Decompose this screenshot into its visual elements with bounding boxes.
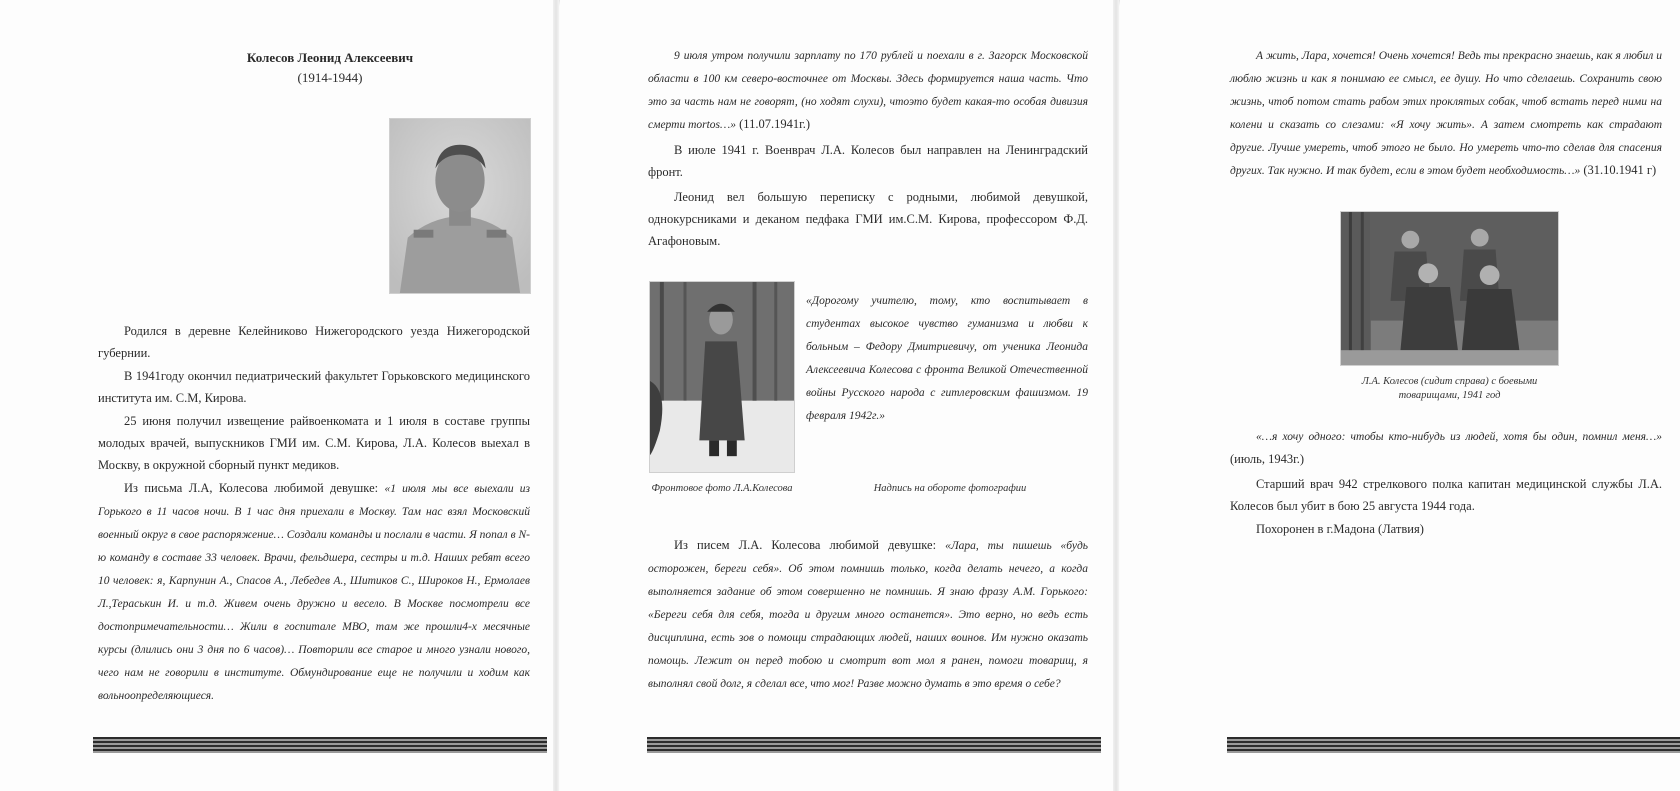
paragraph-letters-lara: [648, 534, 1088, 695]
letter-quote: «1 июля мы все выехали из Горького в 11 часов ночи. В 1 час дня приехали в Москву. Там нас взял Московский военный округ в свое распоряжение… Создали команды и послали в части. Я попал в N-ю команду в составе 33 человек. Врачи, фельдшера, сестры и т.д. Наших ребят всего 10 человек: я, Карпунин А., Спасов А., Лебедев А., Шитиков С., Широков Н., Ермолаев Л.,Тераськин И. и т.д. Живем очень дружно и весело. В Москве посмотрели все достопримечательности… Жили в госпитале МВО, там же прошли4-х месячные курсы (длились они 3 дня по 6 часов)… Повторили все старое и много узнали нового, чего нам не говорили в институте. Обмундирование еще не получили и ходим как вольноопределяющиеся.: [98, 483, 530, 702]
live-date: (31.10.1941 г): [1580, 163, 1657, 177]
st-george-ribbon: [93, 737, 547, 753]
letters-quote: «Лара, ты пишешь «будь осторожен, береги себя». Об этом помнишь только, когда делать нечего, а когда выполняется задание об этом совершенно не помнишь. Я знаю фразу А.М. Горького: «Береги себя для себя, тогда и другим много останется». Это верно, но ведь есть дисциплина, есть зов о помощи страдающих людей, наших воинов. Им нужно оказать помощь. Лежит он перед тобою и смотрит вот мол я ранен, помоги товарищ, я выполнял свой долг, я сделал все, что мог! Разве можно думать в это время о себе?: [648, 540, 1088, 690]
live-quote: А жить, Лара, хочется! Очень хочется! Ведь ты прекрасно знаешь, как я любил и люблю жизнь и как я понимаю ее смысл, ее душу. Но что сделаешь. Сохранить свою жизнь, чтоб потом стать рабом этих проклятых собак, чтоб встать перед ними на колени и сказать со слезами: «Я хочу жить». А затем смотреть как страдают другие. Лучше умереть, чтоб этого не было. Но умереть что-то сделав для спасения других. Так нужно. И так будет, если в этом будет необходимость…»: [1230, 50, 1662, 177]
zagorsk-date: (11.07.1941г.): [736, 117, 811, 131]
group-photo-caption: Л.А. Колесов (сидит справа) с боевыми товарищами, 1941 год: [1361, 376, 1538, 401]
paragraph-mobilization: 25 июня получил извещение райвоенкомата и 1 июля в составе группы молодых врачей, выпускников ГМИ им. С.М. Кирова, Л.А. Колесов выехал в Москву, в окружной сборный пункт медиков.: [98, 414, 530, 472]
soldier-in-snow-photo: [649, 281, 795, 473]
paragraph-want-to-live: [1230, 44, 1662, 182]
paragraph-burial: Похоронен в г.Мадона (Латвия): [1256, 522, 1424, 536]
page-3: [1120, 0, 1680, 791]
page-1: [0, 0, 556, 791]
paragraph-correspondence: Леонид вел большую переписку с родными, любимой девушкой, однокурсниками и деканом педфака ГМИ им.С.М. Кирова, профессором Ф.Д. Агафоновым.: [648, 190, 1088, 248]
paragraph-birth: Родился в деревне Келейниково Нижегородского уезда Нижегородской губернии.: [98, 324, 530, 360]
page3-top-text: [1230, 44, 1662, 183]
biography-text: [98, 320, 530, 708]
page-2: [560, 0, 1116, 791]
letters-lead: Из писем Л.А. Колесова любимой девушке:: [674, 538, 946, 552]
letter-lead: Из письма Л.А, Колесова любимой девушке:: [124, 481, 385, 495]
page2-bottom-text: [648, 534, 1088, 696]
group-photo: [1340, 211, 1559, 366]
paragraph-remember-me: [1230, 425, 1662, 470]
life-years: (1914-1944): [297, 70, 363, 85]
paragraph-education: В 1941году окончил педиатрический факультет Горьковского медицинского института им. С.М, Кирова.: [98, 369, 530, 405]
page2-top-text: [648, 44, 1088, 253]
person-name: Колесов Леонид Алексеевич: [246, 50, 414, 65]
portrait-photo: [389, 118, 531, 294]
zagorsk-quote: 9 июля утром получили зарплату по 170 рублей и поехали в г. Загорск Московской области в 100 км северо-восточнее от Москвы. Здесь формируется наша часть. Что это за часть нам не говорят, (но ходят слухи), чтоэто будет какая-то особая дивизия смерти mortos…»: [648, 50, 1088, 131]
remember-date: (июль, 1943г.): [1230, 452, 1305, 466]
paragraph-zagorsk: [648, 44, 1088, 136]
reverse-caption: Надпись на обороте фотографии: [873, 483, 1027, 494]
page-fold-2: [1113, 0, 1119, 791]
page-fold-1: [553, 0, 559, 791]
photo-dedication: «Дорогому учителю, тому, кто воспитывает в студентах высокое чувство гуманизма и любви к больным – Федору Дмитриевичу, от ученика Леонида Алексеевича Колесова с фронта Великой Отечественной войны Русского народа с гитлеровским фашизмом. 19 февраля 1942г.»: [806, 295, 1088, 422]
st-george-ribbon: [1227, 737, 1680, 753]
paragraph-death: Старший врач 942 стрелкового полка капитан медицинской службы Л.А. Колесов был убит в бою 25 августа 1944 года.: [1230, 477, 1662, 513]
st-george-ribbon: [647, 737, 1101, 753]
page3-bottom-text: [1230, 425, 1662, 541]
paragraph-front: В июле 1941 г. Военврач Л.А. Колесов был направлен на Ленинградский фронт.: [648, 143, 1088, 179]
paragraph-letter: [98, 477, 530, 707]
photo-caption: Фронтовое фото Л.А.Колесова: [651, 483, 793, 494]
remember-quote: «…я хочу одного: чтобы кто-нибудь из людей, хотя бы один, помнил меня…»: [1256, 431, 1662, 443]
